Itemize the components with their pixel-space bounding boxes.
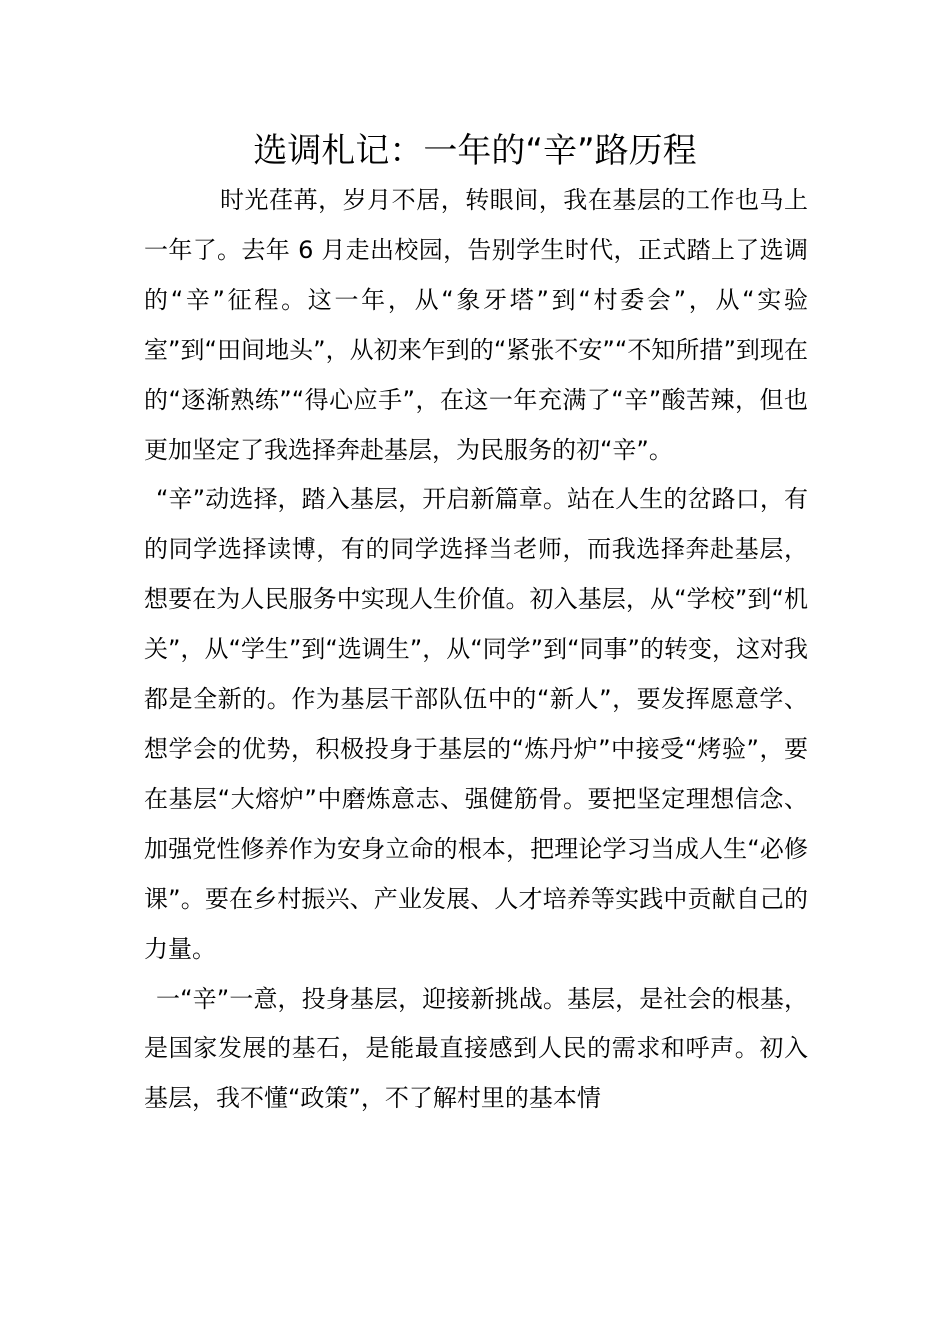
document-body xyxy=(144,176,808,1124)
paragraph-3: 一“辛”一意，投身基层，迎接新挑战。基层，是社会的根基，是国家发展的基石，是能最直接感到人民的需求和呼声。初入基层，我不懂“政策”，不了解村里的基本情 xyxy=(144,984,808,1113)
paragraph-2: “辛”动选择，踏入基层，开启新篇章。站在人生的岔路口，有的同学选择读博，有的同学选择当老师，而我选择奔赴基层，想要在为人民服务中实现人生价值。初入基层，从“学校”到“机关”，从“学生”到“选调生”，从“同学”到“同事”的转变，这对我都是全新的。作为基层干部队伍中的“新人”，要发挥愿意学、想学会的优势，积极投身于基层的“炼丹炉”中接受“烤验”，要在基层“大熔炉”中磨炼意志、强健筋骨。要把坚定理想信念、加强党性修养作为安身立命的根本，把理论学习当成人生“必修课”。要在乡村振兴、产业发展、人才培养等实践中贡献自己的力量。 xyxy=(144,485,808,963)
document-title: 选调札记：一年的“辛”路历程 xyxy=(253,131,697,171)
paragraph-1: 时光荏苒，岁月不居，转眼间，我在基层的工作也马上一年了。去年 6 月走出校园，告别学生时代，正式踏上了选调的“辛”征程。这一年，从“象牙塔”到“村委会”，从“实验室”到“田间地头”，从初来乍到的“紧张不安”“不知所措”到现在的“逐渐熟练”“得心应手”，在这一年充满了“辛”酸苦辣，但也更加坚定了我选择奔赴基层，为民服务的初“辛”。 xyxy=(144,186,808,464)
